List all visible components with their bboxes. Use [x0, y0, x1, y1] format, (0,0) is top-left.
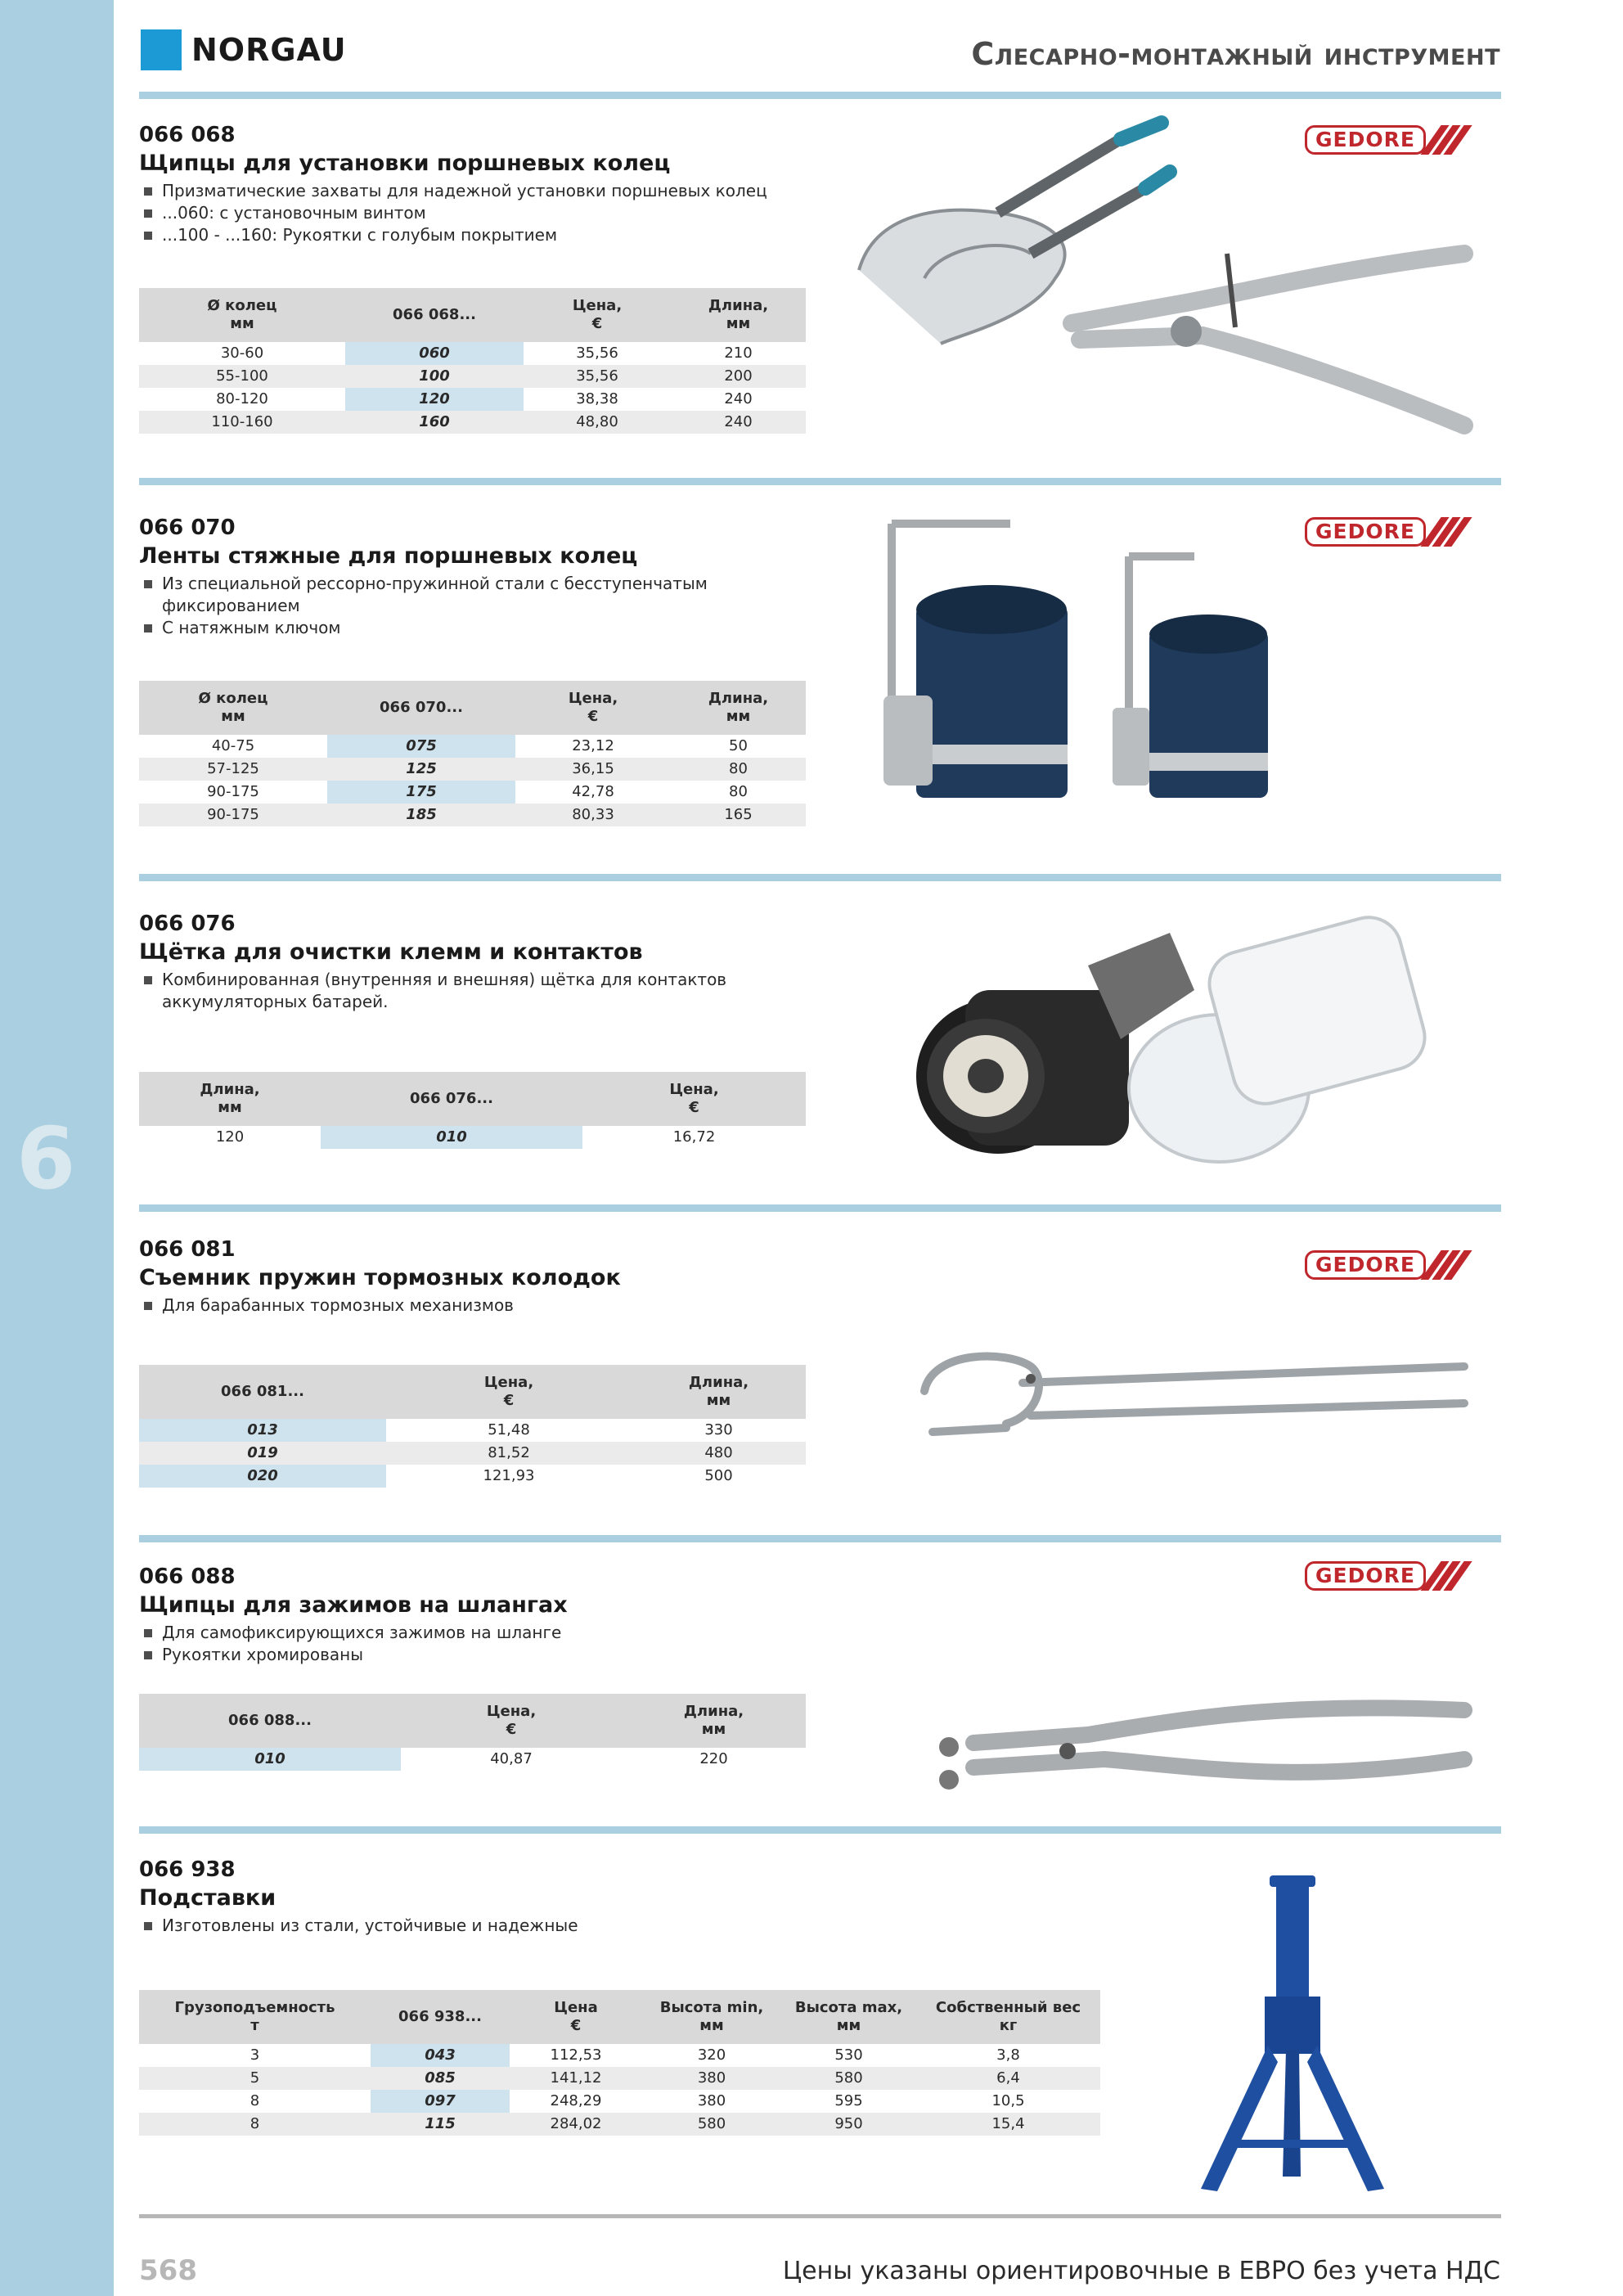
table-cell: 3,8 [996, 2046, 1020, 2064]
table-cell: 8 [139, 2113, 371, 2136]
article-code: 020 [139, 1465, 386, 1488]
table-row [139, 1126, 806, 1149]
table-cell: 30-60 [220, 344, 264, 362]
feature-list [139, 180, 767, 246]
table-cell: 110-160 [139, 411, 345, 434]
table-cell: 15,4 [916, 2113, 1100, 2136]
feature-list [139, 1622, 568, 1666]
table-cell: 220 [699, 1750, 728, 1767]
table-cell: 6,4 [916, 2067, 1100, 2090]
price-cell: 42,78 [572, 783, 614, 800]
axle-stand-image [1186, 1874, 1399, 2201]
article-code: 115 [371, 2113, 510, 2136]
table-header: Ø колец мм [139, 288, 345, 342]
feature-item: Для барабанных тормозных механизмов [139, 1294, 621, 1317]
terminal-brush-image [900, 900, 1472, 1178]
price-cell: 38,38 [576, 390, 618, 407]
divider [139, 478, 1501, 485]
article-code: 043 [371, 2044, 510, 2067]
table-header: Цена € [510, 1990, 642, 2044]
divider [139, 1535, 1501, 1542]
price-cell: 81,52 [386, 1442, 632, 1465]
table-header: Длина, мм [671, 681, 806, 735]
feature-item: Рукоятки хромированы [139, 1644, 568, 1666]
article-code: 060 [345, 342, 524, 365]
table-cell: 480 [632, 1442, 806, 1465]
table-header: 066 088... [139, 1694, 401, 1748]
article-code: 097 [371, 2090, 510, 2113]
table-cell: 120 [215, 1128, 245, 1146]
table-header: Ø колец мм [139, 681, 327, 735]
product-066-070 [139, 514, 728, 639]
article-code: 085 [371, 2067, 510, 2090]
price-cell: 40,87 [490, 1750, 533, 1767]
table-cell: 80 [671, 758, 806, 781]
table-cell: 50 [729, 737, 748, 754]
logo-text: GEDORE [1305, 1250, 1426, 1280]
page-title: Слесарно-монтажный инструмент [971, 36, 1500, 72]
price-cell: 284,02 [510, 2113, 642, 2136]
table-header: Цена, € [524, 288, 671, 342]
table-header: Длина, мм [671, 288, 806, 342]
table-cell: 90-175 [139, 804, 327, 826]
table-row [139, 1465, 806, 1488]
article-code: 100 [345, 365, 524, 388]
table-row [139, 2113, 1100, 2136]
article-code: 010 [321, 1126, 582, 1149]
feature-item: Изготовлены из стали, устойчивые и надежные [139, 1915, 578, 1937]
piston-ring-pliers-image [843, 115, 1497, 450]
table-row [139, 1748, 806, 1771]
price-cell: 35,56 [524, 365, 671, 388]
article-code: 120 [345, 388, 524, 411]
feature-item: Комбинированная (внутренняя и внешняя) щётка для контактов аккумуляторных батарей. [139, 969, 728, 1013]
price-cell: 48,80 [524, 411, 671, 434]
table-header: Высота max, мм [781, 1990, 916, 2044]
divider [139, 874, 1501, 881]
brand-logo [141, 29, 347, 70]
divider [139, 92, 1501, 99]
table-cell: 380 [642, 2067, 781, 2090]
feature-list [139, 1915, 578, 1937]
table-cell: 580 [642, 2113, 781, 2136]
table-cell: 500 [704, 1467, 733, 1484]
table-row [139, 411, 806, 434]
gedore-logo [1305, 1250, 1465, 1280]
feature-item: ...100 - ...160: Рукоятки с голубым покрытием [139, 224, 767, 246]
table-row [139, 342, 806, 365]
table-cell: 3 [250, 2046, 260, 2064]
table-header: Цена, € [386, 1365, 632, 1419]
product-name: Щипцы для зажимов на шлангах [139, 1592, 568, 1618]
price-cell: 80,33 [515, 804, 671, 826]
table-cell: 80 [729, 783, 748, 800]
product-name: Щётка для очистки клемм и контактов [139, 939, 643, 965]
feature-item: Из специальной рессорно-пружинной стали с бесступенчатым фиксированием [139, 573, 728, 617]
feature-list [139, 1294, 621, 1317]
table-header: Длина, мм [632, 1365, 806, 1419]
table-row [139, 2067, 1100, 2090]
price-cell: 35,56 [576, 344, 618, 362]
divider [139, 1826, 1501, 1834]
product-066-081 [139, 1236, 621, 1317]
product-table-066-081 [139, 1365, 806, 1488]
product-name: Подставки [139, 1885, 276, 1911]
table-row [139, 365, 806, 388]
table-header: 066 068... [345, 288, 524, 342]
product-066-068 [139, 121, 767, 246]
hose-clamp-pliers-image [924, 1661, 1481, 1825]
piston-ring-compressor-image [867, 507, 1276, 835]
product-code: 066 068 [139, 123, 236, 147]
product-066-088 [139, 1563, 568, 1666]
price-cell: 23,12 [572, 737, 614, 754]
gedore-logo [1305, 1561, 1465, 1591]
article-code: 075 [327, 735, 515, 758]
table-row [139, 735, 806, 758]
logo-text: GEDORE [1305, 517, 1426, 547]
table-header: Цена, € [582, 1072, 806, 1126]
product-code: 066 088 [139, 1564, 236, 1589]
section-number: 6 [16, 1109, 76, 1209]
table-cell: 40-75 [211, 737, 255, 754]
table-row [139, 2090, 1100, 2113]
article-code: 010 [139, 1748, 401, 1771]
product-table-066-076 [139, 1072, 806, 1149]
article-code: 019 [139, 1442, 386, 1465]
price-cell: 112,53 [550, 2046, 602, 2064]
product-name: Щипцы для установки поршневых колец [139, 151, 671, 176]
table-header: Цена, € [401, 1694, 622, 1748]
table-cell: 240 [724, 390, 753, 407]
price-cell: 51,48 [488, 1421, 530, 1438]
table-row [139, 2044, 1100, 2067]
table-header: Цена, € [515, 681, 671, 735]
feature-list [139, 573, 728, 639]
table-header: 066 070... [327, 681, 515, 735]
product-table-066-938 [139, 1990, 1100, 2136]
product-table-066-068 [139, 288, 806, 434]
price-cell: 16,72 [672, 1128, 716, 1146]
article-code: 160 [345, 411, 524, 434]
logo-text: GEDORE [1305, 1561, 1426, 1591]
product-table-066-088 [139, 1694, 806, 1771]
feature-list [139, 969, 728, 1013]
table-row [139, 758, 806, 781]
product-code: 066 081 [139, 1237, 236, 1262]
feature-item: Призматические захваты для надежной установки поршневых колец [139, 180, 767, 202]
table-cell: 90-175 [207, 783, 259, 800]
table-cell: 320 [697, 2046, 726, 2064]
table-header: 066 938... [371, 1990, 510, 2044]
article-code: 175 [327, 781, 515, 804]
table-cell: 80-120 [216, 390, 268, 407]
table-row [139, 388, 806, 411]
product-code: 066 076 [139, 912, 236, 936]
feature-item: Для самофиксирующихся зажимов на шланге [139, 1622, 568, 1644]
table-row [139, 1442, 806, 1465]
page-number: 568 [139, 2254, 197, 2287]
brand-square-icon [141, 29, 182, 70]
table-header: Длина, мм [622, 1694, 806, 1748]
table-cell: 10,5 [991, 2092, 1025, 2109]
price-cell: 121,93 [483, 1467, 535, 1484]
feature-item: ...060: с установочным винтом [139, 202, 767, 224]
table-header: Длина, мм [139, 1072, 321, 1126]
table-cell: 5 [139, 2067, 371, 2090]
brand-name: NORGAU [191, 32, 347, 68]
product-table-066-070 [139, 681, 806, 826]
gedore-logo [1305, 517, 1465, 547]
feature-item: С натяжным ключом [139, 617, 728, 639]
product-name: Съемник пружин тормозных колодок [139, 1265, 621, 1290]
table-cell: 165 [671, 804, 806, 826]
article-code: 013 [139, 1419, 386, 1442]
article-code: 125 [327, 758, 515, 781]
price-cell: 36,15 [515, 758, 671, 781]
table-cell: 950 [781, 2113, 916, 2136]
product-066-076 [139, 910, 728, 1013]
brake-spring-tool-image [908, 1334, 1481, 1456]
logo-slash-icon [1431, 517, 1465, 547]
table-header: Собственный вес кг [916, 1990, 1100, 2044]
table-cell: 200 [671, 365, 806, 388]
table-row [139, 804, 806, 826]
product-code: 066 070 [139, 515, 236, 540]
product-code: 066 938 [139, 1857, 236, 1882]
table-cell: 57-125 [139, 758, 327, 781]
table-cell: 240 [671, 411, 806, 434]
logo-text: GEDORE [1305, 125, 1426, 155]
divider [139, 1204, 1501, 1212]
table-cell: 55-100 [139, 365, 345, 388]
table-cell: 595 [834, 2092, 863, 2109]
product-name: Ленты стяжные для поршневых колец [139, 543, 638, 569]
price-cell: 248,29 [550, 2092, 602, 2109]
table-cell: 330 [704, 1421, 733, 1438]
price-note: Цены указаны ориентировочные в ЕВРО без учета НДС [782, 2257, 1500, 2285]
logo-slash-icon [1431, 1250, 1465, 1280]
table-cell: 580 [781, 2067, 916, 2090]
table-header: 066 081... [139, 1365, 386, 1419]
product-066-938 [139, 1856, 578, 1937]
table-cell: 210 [724, 344, 753, 362]
article-code: 185 [327, 804, 515, 826]
table-row [139, 1419, 806, 1442]
table-header: Высота min, мм [642, 1990, 781, 2044]
table-cell: 8 [250, 2092, 260, 2109]
table-header: 066 076... [321, 1072, 582, 1126]
footer-divider [139, 2214, 1501, 2218]
logo-slash-icon [1431, 1561, 1465, 1591]
table-row [139, 781, 806, 804]
table-header: Грузоподъемность т [139, 1990, 371, 2044]
table-cell: 530 [834, 2046, 863, 2064]
table-cell: 380 [697, 2092, 726, 2109]
price-cell: 141,12 [510, 2067, 642, 2090]
